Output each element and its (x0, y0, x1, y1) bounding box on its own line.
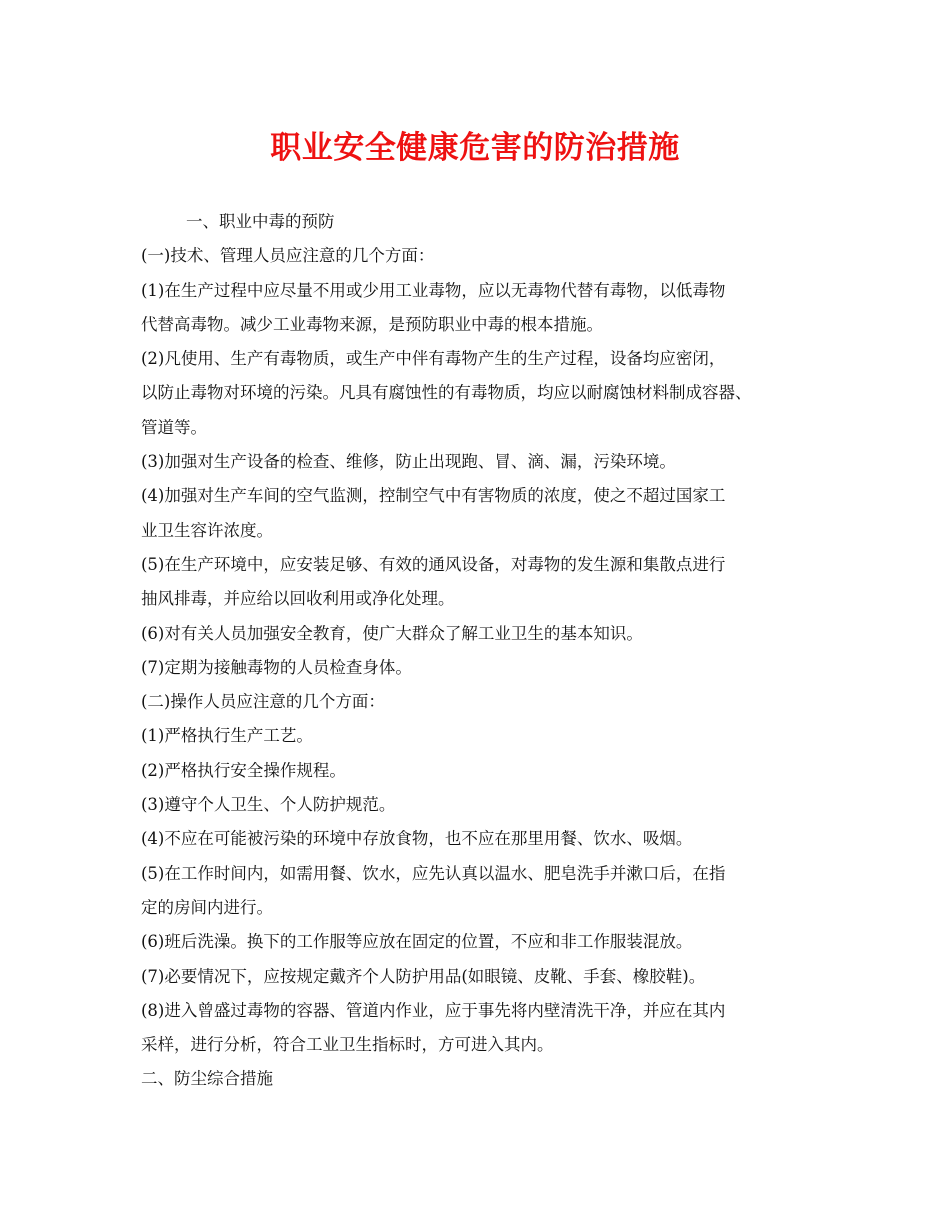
paragraph-line: 业卫生容许浓度。 (141, 520, 273, 540)
paragraph-line: (5)在工作时间内，如需用餐、饮水，应先认真以温水、肥皂洗手并漱口后，在指 (141, 863, 726, 883)
paragraph-line: (7)定期为接触毒物的人员检查身体。 (141, 657, 412, 677)
paragraph-line: (1)严格执行生产工艺。 (141, 726, 313, 746)
paragraph-line: (5)在生产环境中，应安装足够、有效的通风设备，对毒物的发生源和集散点进行 (141, 554, 726, 574)
paragraph-line: (4)加强对生产车间的空气监测，控制空气中有害物质的浓度，使之不超过国家工 (141, 486, 726, 506)
subsection-heading: (二)操作人员应注意的几个方面： (141, 692, 385, 712)
paragraph-line: 抽风排毒，并应给以回收利用或净化处理。 (141, 589, 455, 609)
paragraph-line: (6)对有关人员加强安全教育，使广大群众了解工业卫生的基本知识。 (141, 623, 643, 643)
paragraph-line: 定的房间内进行。 (141, 897, 273, 917)
paragraph-line: 代替高毒物。减少工业毒物来源，是预防职业中毒的根本措施。 (141, 314, 603, 334)
paragraph-line: (2)严格执行安全操作规程。 (141, 760, 346, 780)
paragraph-line: (3)加强对生产设备的检查、维修，防止出现跑、冒、滴、漏，污染环境。 (141, 452, 676, 472)
paragraph-line: (7)必要情况下，应按规定戴齐个人防护用品(如眼镜、皮靴、手套、橡胶鞋)。 (141, 966, 706, 986)
paragraph-line: (1)在生产过程中应尽量不用或少用工业毒物，应以无毒物代替有毒物，以低毒物 (141, 280, 726, 300)
paragraph-line: (6)班后洗澡。换下的工作服等应放在固定的位置，不应和非工作服装混放。 (141, 932, 693, 952)
paragraph-line: (8)进入曾盛过毒物的容器、管道内作业，应于事先将内壁清洗干净，并应在其内 (141, 1000, 726, 1020)
document-body (141, 205, 821, 1097)
paragraph-line: 管道等。 (141, 417, 207, 437)
section-heading: 二、防尘综合措施 (141, 1069, 273, 1089)
paragraph-line: 以防止毒物对环境的污染。凡具有腐蚀性的有毒物质，均应以耐腐蚀材料制成容器、 (141, 383, 752, 403)
subsection-heading: (一)技术、管理人员应注意的几个方面： (141, 246, 435, 266)
document-title: 职业安全健康危害的防治措施 (270, 130, 680, 166)
paragraph-line: (2)凡使用、生产有毒物质，或生产中伴有毒物产生的生产过程，设备均应密闭， (141, 349, 726, 369)
paragraph-line: (3)遵守个人卫生、个人防护规范。 (141, 795, 396, 815)
section-heading: 一、职业中毒的预防 (186, 212, 335, 231)
paragraph-line: (4)不应在可能被污染的环境中存放食物，也不应在那里用餐、饮水、吸烟。 (141, 829, 693, 849)
paragraph-line: 采样，进行分析，符合工业卫生指标时，方可进入其内。 (141, 1035, 554, 1055)
